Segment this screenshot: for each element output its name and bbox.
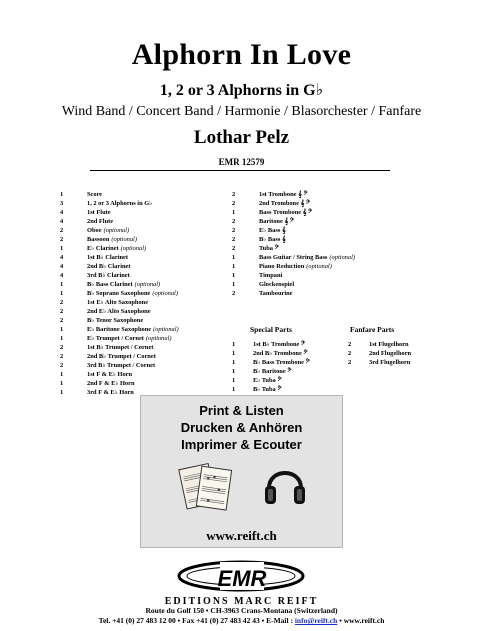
part-row: [60, 253, 179, 262]
part-row: [232, 376, 310, 385]
part-name: B♭ Bass 𝄞: [259, 236, 286, 243]
publisher-address: Route du Golf 150 • CH-3963 Crans-Montana (Switzerland): [145, 606, 338, 615]
part-name: Tuba 𝄢: [259, 245, 279, 252]
part-quantity: 2: [232, 245, 236, 252]
part-row: [232, 340, 310, 349]
part-name: 2nd F & E♭ Horn: [87, 380, 135, 387]
part-quantity: 3: [60, 200, 64, 207]
part-quantity: 1: [232, 263, 236, 270]
part-name: 1st E♭ Alto Saxophone: [87, 299, 149, 306]
part-row: [232, 271, 355, 280]
part-name: Timpani: [259, 272, 283, 279]
email-link[interactable]: info@reift.ch: [294, 616, 338, 625]
part-name: 1st F & E♭ Horn: [87, 371, 133, 378]
part-quantity: 1: [232, 350, 236, 357]
part-name: B♭ Baritone 𝄢: [253, 368, 292, 375]
part-row: [60, 271, 179, 280]
part-quantity: 1: [232, 209, 236, 216]
part-name: Bass Guitar / String Bass: [259, 254, 328, 261]
part-quantity: 2: [232, 236, 236, 243]
part-row: [348, 349, 411, 358]
part-name: 3rd Flugelhorn: [369, 359, 411, 366]
part-row: [60, 325, 179, 334]
part-name: B♭ Tuba 𝄢: [253, 386, 282, 393]
part-row: [232, 358, 310, 367]
part-quantity: 2: [60, 317, 64, 324]
part-row: [232, 367, 310, 376]
part-row: [60, 217, 179, 226]
part-row: [60, 370, 179, 379]
part-quantity: 1: [232, 272, 236, 279]
part-row: [60, 316, 179, 325]
part-quantity: 2: [232, 227, 236, 234]
part-row: [232, 349, 310, 358]
sheet-music-icon: [177, 458, 235, 516]
part-quantity: 2: [232, 218, 236, 225]
part-quantity: 2: [348, 341, 352, 348]
part-row: [232, 235, 355, 244]
part-name: 3rd B♭ Clarinet: [87, 272, 130, 279]
contact-website[interactable]: • www.reift.ch: [337, 616, 385, 625]
part-name: Score: [87, 191, 103, 198]
logo-text: EMR: [217, 566, 267, 591]
part-row: [60, 343, 179, 352]
part-row: [232, 244, 355, 253]
part-row: [232, 226, 355, 235]
part-name: 1st Trombone 𝄞 𝄢: [259, 191, 308, 198]
part-name: 2nd B♭ Trumpet / Cornet: [87, 353, 156, 360]
part-optional-note: (optional): [145, 335, 172, 342]
part-name: Glockenspiel: [259, 281, 295, 288]
special-parts-list: [232, 340, 310, 394]
catalog-number: EMR 12579: [218, 157, 265, 167]
contact-phone-fax: Tel. +41 (0) 27 483 12 00 • Fax +41 (0) 27 483 42 43 • E-Mail :: [98, 616, 295, 625]
part-name: 1, 2 or 3 Alphorns in G♭: [87, 200, 153, 207]
parts-list-left: [60, 190, 179, 397]
subtitle: 1, 2 or 3 Alphorns in G♭: [159, 82, 324, 99]
part-name: 2nd B♭ Clarinet: [87, 263, 131, 270]
part-quantity: 1: [232, 281, 236, 288]
part-row: [60, 235, 179, 244]
part-optional-note: (optional): [306, 263, 332, 270]
part-row: [60, 289, 179, 298]
part-name: B♭ Bass Clarinet: [87, 281, 133, 288]
part-quantity: 4: [60, 272, 64, 279]
part-row: [60, 307, 179, 316]
part-name: 2nd Trombone 𝄞 𝄢: [259, 200, 311, 207]
part-name: E♭ Bass 𝄞: [259, 227, 286, 234]
part-quantity: 1: [60, 389, 64, 396]
part-row: [60, 334, 179, 343]
part-quantity: 1: [60, 380, 64, 387]
part-name: Baritone 𝄞 𝄢: [259, 218, 294, 225]
part-name: 2nd E♭ Alto Saxophone: [87, 308, 151, 315]
part-quantity: 1: [232, 386, 236, 393]
part-name: B♭ Soprano Saxophone: [87, 290, 151, 297]
part-name: 1st B♭ Trumpet / Cornet: [87, 344, 154, 351]
part-name: 1st Flute: [87, 209, 111, 216]
imprimer-ecouter-label: Imprimer & Ecouter: [181, 437, 302, 452]
part-quantity: 2: [60, 362, 64, 369]
part-row: [232, 199, 355, 208]
publisher-name: EDITIONS MARC REIFT: [164, 596, 319, 607]
part-quantity: 4: [60, 218, 64, 225]
part-optional-note: (optional): [103, 227, 130, 234]
part-name: 2nd Flugelhorn: [369, 350, 412, 357]
emr-logo-icon: [170, 556, 313, 596]
part-row: [232, 289, 355, 298]
part-quantity: 1: [60, 191, 64, 198]
part-quantity: 2: [348, 359, 352, 366]
part-row: [232, 262, 355, 271]
part-row: [232, 208, 355, 217]
part-optional-note: (optional): [120, 245, 147, 252]
part-name: 2nd Flute: [87, 218, 114, 225]
part-name: Bassoon: [87, 236, 110, 243]
divider: [90, 170, 390, 171]
part-quantity: 2: [60, 308, 64, 315]
part-row: [60, 379, 179, 388]
part-row: [348, 358, 411, 367]
part-quantity: 2: [60, 344, 64, 351]
part-quantity: 2: [60, 299, 64, 306]
headphones-icon: [261, 458, 309, 510]
part-quantity: 4: [60, 254, 64, 261]
part-quantity: 1: [232, 359, 236, 366]
part-quantity: 2: [60, 236, 64, 243]
part-quantity: 2: [348, 350, 352, 357]
part-row: [60, 199, 179, 208]
part-row: [60, 352, 179, 361]
part-name: 2nd B♭ Trombone 𝄢: [253, 350, 308, 357]
contact-line: [0, 616, 483, 625]
part-row: [232, 190, 355, 199]
part-name: 1st Flugelhorn: [369, 341, 409, 348]
part-quantity: 2: [60, 227, 64, 234]
part-row: [60, 244, 179, 253]
part-quantity: 1: [232, 377, 236, 384]
print-listen-box: [140, 395, 343, 548]
part-name: E♭ Tuba 𝄢: [253, 377, 282, 384]
part-row: [60, 298, 179, 307]
part-name: 3rd B♭ Trumpet / Cornet: [87, 362, 156, 369]
part-quantity: 1: [60, 281, 64, 288]
part-optional-note: (optional): [111, 236, 137, 243]
part-row: [60, 190, 179, 199]
part-optional-note: (optional): [329, 254, 355, 261]
page-title: Alphorn In Love: [131, 38, 352, 71]
part-quantity: 1: [232, 368, 236, 375]
website-link[interactable]: www.reift.ch: [206, 528, 277, 543]
part-optional-note: (optional): [152, 290, 178, 297]
part-name: B♭ Bass Trombone 𝄢: [253, 359, 310, 366]
fanfare-parts-heading: Fanfare Parts: [350, 325, 395, 334]
part-quantity: 2: [232, 191, 236, 198]
part-quantity: 1: [60, 371, 64, 378]
part-row: [348, 340, 411, 349]
part-row: [60, 226, 179, 235]
print-listen-label: Print & Listen: [199, 403, 284, 418]
part-row: [232, 385, 310, 394]
part-name: Bass Trombone 𝄞 𝄢: [259, 209, 313, 216]
part-optional-note: (optional): [153, 326, 179, 333]
part-name: 1st B♭ Clarinet: [87, 254, 128, 261]
part-quantity: 1: [232, 254, 236, 261]
parts-list-right: [232, 190, 355, 298]
part-name: Tambourine: [259, 290, 293, 297]
part-row: [60, 361, 179, 370]
part-row: [60, 262, 179, 271]
part-quantity: 2: [60, 353, 64, 360]
part-quantity: 2: [232, 200, 236, 207]
part-row: [232, 280, 355, 289]
part-quantity: 1: [60, 245, 64, 252]
part-quantity: 4: [60, 263, 64, 270]
special-parts-heading: Special Parts: [250, 325, 292, 334]
part-name: B♭ Tenor Saxophone: [87, 317, 144, 324]
part-row: [60, 208, 179, 217]
part-row: [232, 217, 355, 226]
part-quantity: 4: [60, 209, 64, 216]
composer: Lothar Pelz: [193, 127, 290, 148]
part-name: 1st B♭ Trombone 𝄢: [253, 341, 306, 348]
part-name: Piano Reduction: [259, 263, 305, 270]
band-types: Wind Band / Concert Band / Harmonie / Blasorchester / Fanfare: [61, 104, 422, 119]
part-quantity: 1: [60, 335, 64, 342]
part-quantity: 1: [232, 341, 236, 348]
part-name: E♭ Baritone Saxophone: [87, 326, 152, 333]
part-row: [232, 253, 355, 262]
part-name: E♭ Clarinet: [87, 245, 119, 252]
part-row: [60, 280, 179, 289]
part-quantity: 1: [60, 290, 64, 297]
part-name: E♭ Trumpet / Cornet: [87, 335, 144, 342]
part-name: 3rd F & E♭ Horn: [87, 389, 134, 396]
part-name: Oboe: [87, 227, 102, 234]
drucken-anhoeren-label: Drucken & Anhören: [180, 420, 303, 435]
fanfare-parts-list: [348, 340, 411, 367]
part-optional-note: (optional): [134, 281, 161, 288]
part-quantity: 2: [232, 290, 236, 297]
part-quantity: 1: [60, 326, 64, 333]
